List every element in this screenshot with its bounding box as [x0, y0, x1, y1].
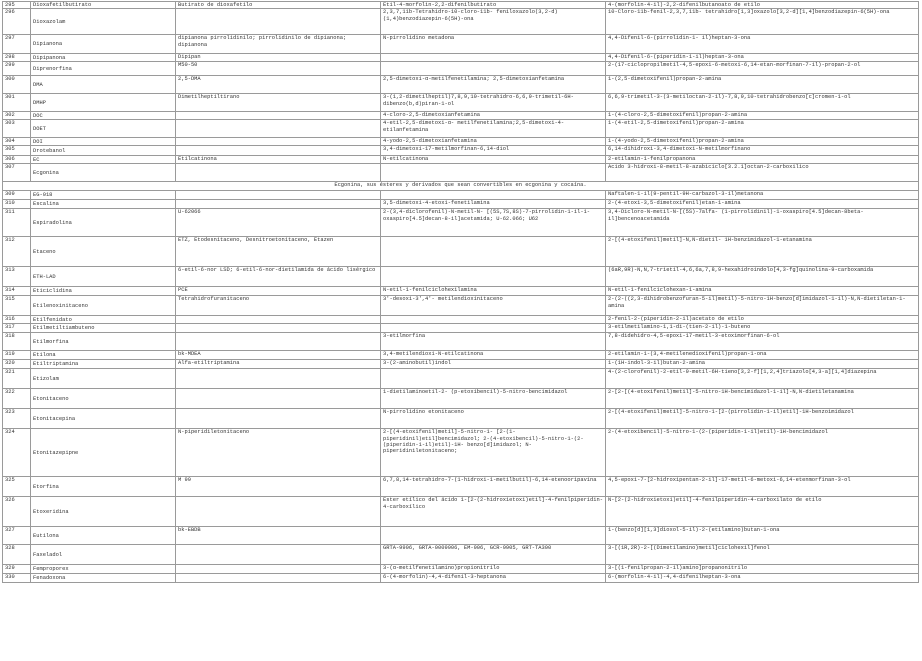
synonyms-cell: [176, 9, 381, 35]
synonyms-cell: [176, 545, 381, 565]
table-row: [3, 200, 919, 209]
table-row: [3, 76, 919, 94]
iupac-name-cell: 2-etilamin-1-(3,4-metilenedioxifenil)propan-1-ona: [606, 351, 919, 360]
other-names-cell: 3,4-metilendioxi-N-etilcatinona: [381, 351, 606, 360]
row-number: 307: [3, 164, 31, 182]
table-row: [3, 316, 919, 324]
substance-name: Espiradolina: [31, 209, 176, 237]
substance-name: DOC: [31, 112, 176, 120]
row-number: 326: [3, 497, 31, 527]
synonyms-cell: Dipipan: [176, 54, 381, 62]
table-row: [3, 545, 919, 565]
substance-name: Etorfina: [31, 477, 176, 497]
synonyms-cell: [176, 191, 381, 200]
substance-name: Fenadoxona: [31, 574, 176, 583]
other-names-cell: Etil-4-morfolin-2,2-difenilbutirato: [381, 2, 606, 9]
row-number: 302: [3, 112, 31, 120]
iupac-name-cell: 4,4-Difenil-6-(pirrolidin-1- il)heptan-3-ona: [606, 35, 919, 54]
table-row: [3, 209, 919, 237]
synonyms-cell: M50-50: [176, 62, 381, 76]
table-row: [3, 287, 919, 296]
table-row: [3, 267, 919, 287]
iupac-name-cell: 3-etilmetilamino-1,1-di-(tien-2-il)-1-buteno: [606, 324, 919, 333]
table-row: [3, 182, 919, 191]
table-row: [3, 324, 919, 333]
synonyms-cell: [176, 120, 381, 138]
substance-name: Escalina: [31, 200, 176, 209]
substance-name: Etilmetiltiambuteno: [31, 324, 176, 333]
other-names-cell: 3,4-dimetoxi-17-metilmorfinan-6,14-diol: [381, 146, 606, 156]
substance-name: Etonitaceno: [31, 389, 176, 409]
iupac-name-cell: 2-[2-[(4-etoxifenil)metil]-5-nitro-1H-bencimidazol-1-il]-N,N-dietiletanamina: [606, 389, 919, 409]
synonyms-cell: U-62066: [176, 209, 381, 237]
iupac-name-cell: N-etil-1-fenilciclohexan-1-amina: [606, 287, 919, 296]
synonyms-cell: Butirato de dioxafetilo: [176, 2, 381, 9]
synonyms-cell: [176, 369, 381, 389]
table-row: [3, 296, 919, 316]
table-row: [3, 565, 919, 574]
other-names-cell: [381, 267, 606, 287]
row-number: 313: [3, 267, 31, 287]
row-number: 300: [3, 76, 31, 94]
row-number: 303: [3, 120, 31, 138]
other-names-cell: 3'-desoxi-3',4'- metilendioxinitaceno: [381, 296, 606, 316]
synonyms-cell: 2,5-DMA: [176, 76, 381, 94]
other-names-cell: 6-(4-morfolin)-4,4-difenil-3-heptanona: [381, 574, 606, 583]
other-names-cell: N-etilcatinona: [381, 156, 606, 164]
row-number: 322: [3, 389, 31, 409]
row-number: 320: [3, 360, 31, 369]
other-names-cell: 3-(2-aminobutil)indol: [381, 360, 606, 369]
other-names-cell: N-etil-1-fenilciclohexilamina: [381, 287, 606, 296]
synonyms-cell: Tetrahidrofuranitaceno: [176, 296, 381, 316]
other-names-cell: 4-etil-2,5-dimetoxi-α- metilfenetilamina;2,5-dimetoxi-4-etilanfetamina: [381, 120, 606, 138]
other-names-cell: [381, 369, 606, 389]
row-number: 315: [3, 296, 31, 316]
other-names-cell: 2-[(4-etoxifenil)metil]-5-nitro-1- [2-(1-piperidinil)etil]bencimidazol; 2-(4-etoxibencil)-5-nitro-1-(2- (piperidin-1-il)etil)-1H- benzo[d]imidazol; N-piperidiniletonitaceno;: [381, 429, 606, 477]
table-row: [3, 409, 919, 429]
substance-name: Etiltriptamina: [31, 360, 176, 369]
row-number: 306: [3, 156, 31, 164]
table-row: [3, 191, 919, 200]
other-names-cell: [381, 54, 606, 62]
table-row: [3, 497, 919, 527]
iupac-name-cell: 2-[(4-etoxifenil)metil]-5-nitro-1-[2-(pirrolidin-1-il)etil]-1H-benzoimidazol: [606, 409, 919, 429]
iupac-name-cell: 6-(morfolin-4-il)-4,4-difenilheptan-3-ona: [606, 574, 919, 583]
row-number: 323: [3, 409, 31, 429]
substance-name: Ecgonina: [31, 164, 176, 182]
iupac-name-cell: 7,8-didehidro-4,5-epoxi-17-metil-3-etoximorfinan-6-ol: [606, 333, 919, 351]
substance-name: Dipipanona: [31, 54, 176, 62]
row-number: 310: [3, 200, 31, 209]
other-names-cell: 3-(α-metilfenetilamino)propionitrilo: [381, 565, 606, 574]
substance-name: Etizolam: [31, 369, 176, 389]
table-row: [3, 35, 919, 54]
table-row: [3, 369, 919, 389]
table-row: [3, 156, 919, 164]
iupac-name-cell: 3,4-Dicloro-N-metil-N-[(5S)-7alfa- (1-pirrolidinil)-1-oxaspiro[4.5]decan-8beta- il]bencenoacetamida: [606, 209, 919, 237]
iupac-name-cell: N-[2-(2-hidroxietoxi)etil]-4-fenilpiperidin-4-carboxilato de etilo: [606, 497, 919, 527]
substance-name: Etilmorfina: [31, 333, 176, 351]
row-number: 316: [3, 316, 31, 324]
synonyms-cell: [176, 138, 381, 146]
other-names-cell: [381, 324, 606, 333]
row-number: 327: [3, 527, 31, 545]
substance-name: DOET: [31, 120, 176, 138]
iupac-name-cell: 2-(17-ciclopropilmetil-4,5-epoxi-6-metoxi-6,14-etan-morfinan-7-il)-propan-2-ol: [606, 62, 919, 76]
row-number: 328: [3, 545, 31, 565]
iupac-name-cell: 4,4-Difenil-6-(piperidin-1-il)heptan-3-ona: [606, 54, 919, 62]
synonyms-cell: [176, 389, 381, 409]
row-number: 305: [3, 146, 31, 156]
synonyms-cell: N-piperidiletonitaceno: [176, 429, 381, 477]
substance-name: Etonitacepina: [31, 409, 176, 429]
other-names-cell: 6,7,8,14-tetrahidro-7-(1-hidroxi-1-metilbutil)-6,14-etenooripavina: [381, 477, 606, 497]
substance-name: Femproporex: [31, 565, 176, 574]
substance-name: DMHP: [31, 94, 176, 112]
row-number: 297: [3, 35, 31, 54]
iupac-name-cell: Naftalen-1-il(9-pentil-9H-carbazol-3-il)metanona: [606, 191, 919, 200]
table-row: [3, 138, 919, 146]
synonyms-cell: Etilcatinona: [176, 156, 381, 164]
synonyms-cell: M 99: [176, 477, 381, 497]
iupac-name-cell: 3-[(1-fenilpropan-2-il)amino]propanonitrilo: [606, 565, 919, 574]
row-number: 319: [3, 351, 31, 360]
substance-name: EG-018: [31, 191, 176, 200]
table-row: [3, 62, 919, 76]
iupac-name-cell: 1-(4-etil-2,5-dimetoxifenil)propan-2-amina: [606, 120, 919, 138]
substance-name: Dipianona: [31, 35, 176, 54]
other-names-cell: [381, 237, 606, 267]
substance-name: Etilfenidato: [31, 316, 176, 324]
iupac-name-cell: Acido 3-hidroxi-8-metil-8-azabiciclo[3.2.1]octan-2-carboxilico: [606, 164, 919, 182]
substance-name: EC: [31, 156, 176, 164]
synonyms-cell: [176, 565, 381, 574]
substance-name: ETH-LAD: [31, 267, 176, 287]
other-names-cell: 2-(3,4-diclorofenil)-N-metil-N- [(5S,7S,8S)-7-pirrolidin-1-il-1- oxaspiro[4.5]decan-8-il]acetamida; U-62.066; U62: [381, 209, 606, 237]
row-number: 317: [3, 324, 31, 333]
other-names-cell: [381, 316, 606, 324]
table-body: [3, 2, 919, 583]
other-names-cell: 2,3,7,11b-Tetrahidro-10-cloro-11b- feniloxazolo(3,2-d)(1,4)benzodiazepin-6(5H)-ona: [381, 9, 606, 35]
table-row: [3, 574, 919, 583]
other-names-cell: N-pirrolidino metadona: [381, 35, 606, 54]
substance-name: Etoxeridina: [31, 497, 176, 527]
table-row: [3, 9, 919, 35]
table-row: [3, 164, 919, 182]
iupac-name-cell: 1-(4-yodo-2,5-dimetoxifenil)propan-2-amina: [606, 138, 919, 146]
iupac-name-cell: 10-Cloro-11b-fenil-2,3,7,11b- tetrahidro[1,3]oxazolo[3,2-d][1,4]benzodiazepin-6(5H)-ona: [606, 9, 919, 35]
row-number: 298: [3, 54, 31, 62]
iupac-name-cell: 2-etilamin-1-fenilpropanona: [606, 156, 919, 164]
synonyms-cell: bk-MDEA: [176, 351, 381, 360]
iupac-name-cell: 6,6,9-trimetil-3-(3-metiloctan-2-il)-7,8,9,10-tetrahidrobenzo[c]cromen-1-ol: [606, 94, 919, 112]
synonyms-cell: [176, 409, 381, 429]
synonyms-cell: PCE: [176, 287, 381, 296]
other-names-cell: 4-yodo-2,5-dimetoxianfetamina: [381, 138, 606, 146]
iupac-name-cell: 2-[(4-etoxifenil)metil]-N,N-dietil- 1H-benzimidazol-1-etanamina: [606, 237, 919, 267]
row-number: 301: [3, 94, 31, 112]
synonyms-cell: [176, 316, 381, 324]
table-row: [3, 120, 919, 138]
table-row: [3, 389, 919, 409]
row-number: 330: [3, 574, 31, 583]
table-row: [3, 333, 919, 351]
synonyms-cell: Dimetilheptiltirano: [176, 94, 381, 112]
substance-name: Faxeladol: [31, 545, 176, 565]
other-names-cell: Éster etílico del ácido 1-[2-(2-hidroxietoxi)etil]-4-fenilpiperidin-4-carboxílico: [381, 497, 606, 527]
table-row: [3, 146, 919, 156]
synonyms-cell: [176, 497, 381, 527]
table-row: [3, 429, 919, 477]
row-number: 318: [3, 333, 31, 351]
other-names-cell: [381, 527, 606, 545]
row-number: 311: [3, 209, 31, 237]
row-number: 299: [3, 62, 31, 76]
other-names-cell: [381, 62, 606, 76]
synonyms-cell: bk-EBDB: [176, 527, 381, 545]
substance-name: Etilenoxinitaceno: [31, 296, 176, 316]
synonyms-cell: Alfa-etiltriptamina: [176, 360, 381, 369]
synonyms-cell: [176, 200, 381, 209]
iupac-name-cell: 2-fenil-2-(piperidin-2-il)acetato de etilo: [606, 316, 919, 324]
iupac-name-cell: (6aR,9R)-N,N,7-trietil-4,6,6a,7,8,9-hexahidroindolo[4,3-fg]quinolina-9-carboxamida: [606, 267, 919, 287]
substance-name: Dioxafetilbutirato: [31, 2, 176, 9]
row-number: 295: [3, 2, 31, 9]
iupac-name-cell: 1-(benzo[d][1,3]dioxol-5-il)-2-(etilamino)butan-1-ona: [606, 527, 919, 545]
synonyms-cell: [176, 574, 381, 583]
substance-name: Etilona: [31, 351, 176, 360]
other-names-cell: 2,5-dimetoxi-α-metilfenetilamina; 2,5-dimetoxianfetamina: [381, 76, 606, 94]
other-names-cell: 3,5-dimetoxi-4-etoxi-fenetilamina: [381, 200, 606, 209]
synonyms-cell: [176, 333, 381, 351]
substance-name: Eutilona: [31, 527, 176, 545]
substance-name: Drotebanol: [31, 146, 176, 156]
other-names-cell: 4-cloro-2,5-dimetoxianfetamina: [381, 112, 606, 120]
section-note: Ecgonina, sus ésteres y derivados que sean convertibles en ecgonina y cocaína.: [3, 182, 919, 191]
row-number: 309: [3, 191, 31, 200]
row-number: 296: [3, 9, 31, 35]
row-number: 329: [3, 565, 31, 574]
other-names-cell: 3-etilmorfina: [381, 333, 606, 351]
synonyms-cell: [176, 164, 381, 182]
row-number: 312: [3, 237, 31, 267]
table-row: [3, 477, 919, 497]
row-number: 325: [3, 477, 31, 497]
row-number: 314: [3, 287, 31, 296]
table-row: [3, 527, 919, 545]
substance-name: Etonitazepipne: [31, 429, 176, 477]
iupac-name-cell: 4,5-epoxi-7-[2-hidroxipentan-2-il]-17-metil-6-metoxi-6,14-etenmorfinan-3-ol: [606, 477, 919, 497]
iupac-name-cell: 1-(1H-indol-3-il)butan-2-amina: [606, 360, 919, 369]
substance-name: Dioxazolam: [31, 9, 176, 35]
iupac-name-cell: 1-(2,5-dimetoxifenil)propan-2-amina: [606, 76, 919, 94]
substance-name: Etaceno: [31, 237, 176, 267]
substance-name: Eticiclidina: [31, 287, 176, 296]
substance-name: Diprenorfina: [31, 62, 176, 76]
iupac-name-cell: 6,14-dihidroxi-3,4-dimetoxi-N-metilmorfinano: [606, 146, 919, 156]
synonyms-cell: 6-etil-6-nor LSD; 6-etil-6-nor-dietilamida de ácido lisérgico: [176, 267, 381, 287]
synonyms-cell: [176, 112, 381, 120]
other-names-cell: [381, 164, 606, 182]
other-names-cell: GRTA-9906, GRTA-0009906, EM-906, GCR-9905, GRT-TA300: [381, 545, 606, 565]
other-names-cell: 3-(1,2-dimetilheptil)7,8,9,10-tetrahidro-6,6,9-trimetil-6H-dibenzo(b,d)piran-1-ol: [381, 94, 606, 112]
table-row: [3, 360, 919, 369]
row-number: 304: [3, 138, 31, 146]
iupac-name-cell: 4-(2-clorofenil)-2-etil-9-metil-6H-tieno[3,2-f][1,2,4]triazolo[4,3-a][1,4]diazepina: [606, 369, 919, 389]
table-row: [3, 112, 919, 120]
row-number: 321: [3, 369, 31, 389]
table-row: [3, 54, 919, 62]
table-row: [3, 94, 919, 112]
iupac-name-cell: 2-(2-((2,3-dihidrobenzofuran-5-il)metil)-5-nitro-1H-benzo[d]imidazol-1-il)-N,N-dietiletan-1-amina: [606, 296, 919, 316]
row-number: 324: [3, 429, 31, 477]
table-row: [3, 351, 919, 360]
synonyms-cell: dipianona pirrolidinilo; pirrolidinilo de dipianona; dipianona: [176, 35, 381, 54]
substance-name: DOI: [31, 138, 176, 146]
substance-name: DMA: [31, 76, 176, 94]
table-row: [3, 2, 919, 9]
narcotics-table: [2, 1, 919, 583]
other-names-cell: [381, 191, 606, 200]
table-row: [3, 237, 919, 267]
other-names-cell: 1-dietilaminoetil-2- (p-etoxibencil)-5-nitro-bencimidazol: [381, 389, 606, 409]
synonyms-cell: [176, 324, 381, 333]
synonyms-cell: ETZ, Etodesnitaceno, Desnitroetonitaceno, Etazen: [176, 237, 381, 267]
iupac-name-cell: 2-(4-etoxi-3,5-dimetoxifenil)etan-1-amina: [606, 200, 919, 209]
iupac-name-cell: 4-(morfolin-4-il)-2,2-difenilbutanoato de etilo: [606, 2, 919, 9]
other-names-cell: N-pirrolidino etonitaceno: [381, 409, 606, 429]
synonyms-cell: [176, 146, 381, 156]
iupac-name-cell: 2-(4-etoxibencil)-5-nitro-1-(2-(piperidin-1-il)etil)-1H-bencimidazol: [606, 429, 919, 477]
iupac-name-cell: 3-[(1R,2R)-2-[(Dimetilamino)metil]ciclohexil]fenol: [606, 545, 919, 565]
iupac-name-cell: 1-(4-cloro-2,5-dimetoxifenil)propan-2-amina: [606, 112, 919, 120]
